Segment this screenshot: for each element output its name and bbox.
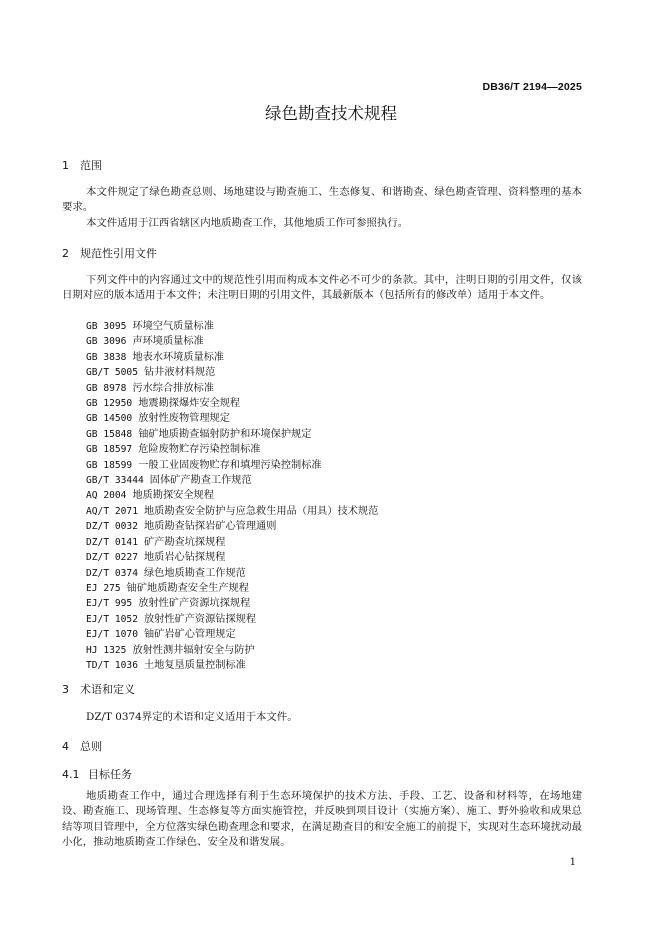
section-number: 4.1 (62, 768, 80, 781)
reference-name: 铀矿地质勘查安全生产规程 (126, 582, 249, 594)
reference-item (86, 550, 378, 565)
terms-paragraph: DZ/T 0374界定的术语和定义适用于本文件。 (86, 711, 298, 723)
section-4-1-heading (62, 768, 132, 782)
reference-name: 固体矿产勘查工作规范 (149, 475, 252, 487)
section-number: 2 (62, 247, 69, 260)
reference-name: 铀矿地质勘查辐射防护和环境保护规定 (138, 428, 312, 440)
section-number: 4 (62, 740, 69, 753)
section-number: 1 (62, 159, 69, 172)
references-intro: 下列文件中的内容通过文中的规范性引用而构成本文件必不可少的条款。其中，注明日期的引用文件，仅该日期对应的版本适用于本文件；未注明日期的引用文件，其最新版本（包括所有的修改单）适用于本文件。 (62, 274, 582, 302)
section-1-heading (62, 159, 102, 173)
reference-code: HJ 1325 (86, 644, 127, 656)
reference-code: DZ/T 0141 (86, 536, 138, 548)
reference-item (86, 334, 378, 349)
reference-code: EJ/T 1052 (86, 613, 138, 625)
reference-code: AQ 2004 (86, 490, 127, 502)
reference-item (86, 643, 378, 658)
reference-name: 放射性废物管理规定 (138, 413, 230, 425)
reference-item (86, 396, 378, 411)
reference-name: 地质勘探安全规程 (132, 490, 214, 502)
reference-code: GB 18599 (86, 459, 133, 471)
reference-code: DZ/T 0032 (86, 521, 138, 533)
reference-name: 放射性矿产资源坑探规程 (138, 598, 251, 610)
reference-name: 声环境质量标准 (132, 336, 204, 348)
reference-code: GB 3838 (86, 351, 127, 363)
reference-item (86, 504, 378, 519)
reference-name: 环境空气质量标准 (132, 321, 214, 332)
reference-code: GB 18597 (86, 444, 133, 456)
reference-code: GB 12950 (86, 398, 133, 410)
reference-name: 地表水环境质量标准 (132, 351, 225, 363)
reference-code: GB 8978 (86, 382, 127, 394)
reference-item (86, 566, 378, 581)
reference-name: 危险废物贮存污染控制标准 (138, 444, 261, 456)
section-title: 总则 (80, 740, 102, 753)
reference-list (86, 319, 378, 673)
reference-name: 放射性矿产资源钻探规程 (143, 613, 257, 625)
reference-name: 污水综合排放标准 (132, 382, 214, 394)
page-number: 1 (569, 857, 576, 868)
reference-code: GB 3096 (86, 336, 127, 348)
reference-item (86, 442, 378, 457)
reference-item (86, 535, 378, 550)
document-title: 绿色勘查技术规程 (265, 104, 397, 123)
reference-item (86, 458, 378, 473)
section-2-heading (62, 247, 157, 261)
scope-paragraph-1: 本文件规定了绿色勘查总则、场地建设与勘查施工、生态修复、和谐勘查、绿色勘查管理、资料整理的基本要求。 (62, 186, 582, 214)
reference-item (86, 627, 378, 642)
reference-item (86, 519, 378, 534)
reference-item (86, 581, 378, 596)
standard-code: DB36/T 2194—2025 (482, 81, 582, 93)
reference-item (86, 381, 378, 396)
section-title: 规范性引用文件 (80, 247, 157, 260)
section-title: 目标任务 (88, 768, 132, 781)
reference-code: EJ 275 (86, 582, 121, 594)
reference-item (86, 350, 378, 365)
reference-name: 钻井液材料规范 (143, 367, 216, 379)
reference-item (86, 596, 378, 611)
reference-item (86, 488, 378, 503)
section-title: 术语和定义 (80, 683, 135, 696)
section-4-heading (62, 740, 102, 754)
reference-name: 矿产勘查坑探规程 (143, 536, 226, 548)
reference-code: GB 15848 (86, 428, 133, 440)
reference-name: 绿色地质勘查工作规范 (143, 567, 246, 579)
section-3-heading (62, 683, 135, 697)
reference-code: EJ/T 995 (86, 598, 133, 610)
reference-code: EJ/T 1070 (86, 629, 138, 641)
section-title: 范围 (80, 159, 102, 172)
reference-code: DZ/T 0374 (86, 567, 138, 579)
reference-name: 地震勘探爆炸安全规程 (138, 398, 241, 410)
reference-item (86, 658, 378, 673)
reference-code: TD/T 1036 (86, 659, 138, 671)
scope-paragraph-2: 本文件适用于江西省辖区内地质勘查工作，其他地质工作可参照执行。 (86, 217, 409, 229)
reference-item (86, 365, 378, 380)
reference-item (86, 427, 378, 442)
section-number: 3 (62, 683, 69, 696)
objectives-paragraph: 地质勘查工作中，通过合理选择有利于生态环境保护的技术方法、手段、工艺、设备和材料等，在场地建设、勘查施工、现场管理、生态修复等方面实施管控，并反映到项目设计（实施方案）、施工、野外验收和成果总结等项目管理中，全方位落实绿色勘查理念和要求，在满足勘查目的和安全施工的前提下，实现对生态环境扰动最小化，推动地质勘查工作绿色、安全及和谐发展。 (62, 790, 582, 848)
reference-name: 地质勘查安全防护与应急救生用品（用具）技术规范 (143, 505, 379, 517)
reference-name: 地质勘查钻探岩矿心管理通则 (143, 521, 277, 533)
reference-item (86, 411, 378, 426)
reference-name: 土地复垦质量控制标准 (143, 659, 246, 671)
reference-code: GB/T 33444 (86, 475, 144, 487)
reference-item (86, 612, 378, 627)
reference-name: 放射性测井辐射安全与防护 (132, 644, 255, 656)
reference-item (86, 319, 378, 334)
reference-code: GB 14500 (86, 413, 133, 425)
reference-code: GB 3095 (86, 321, 127, 332)
reference-code: DZ/T 0227 (86, 552, 138, 564)
reference-code: GB/T 5005 (86, 367, 138, 379)
reference-name: 一般工业固废物贮存和填埋污染控制标准 (138, 459, 322, 471)
reference-code: AQ/T 2071 (86, 505, 138, 517)
reference-name: 地质岩心钻探规程 (143, 552, 226, 564)
reference-name: 铀矿岩矿心管理规定 (143, 629, 236, 641)
reference-item (86, 473, 378, 488)
